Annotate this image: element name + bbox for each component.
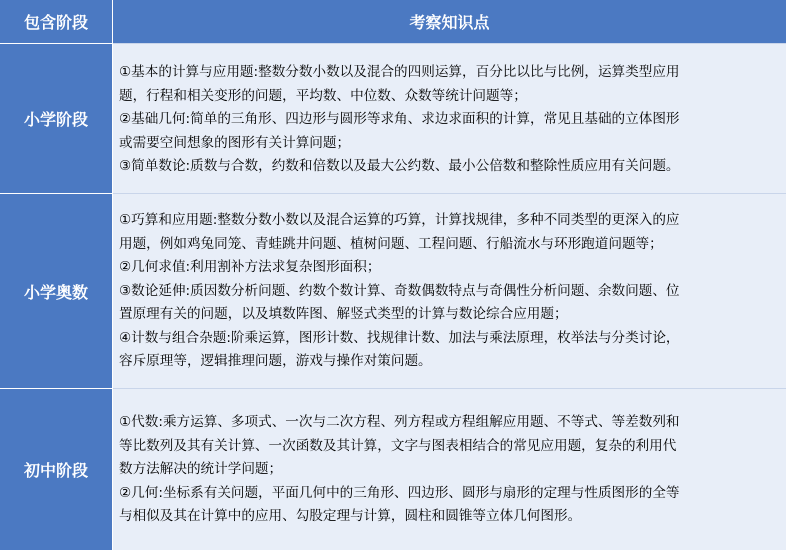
table-header-row bbox=[0, 0, 786, 43]
knowledge-cell bbox=[113, 43, 786, 193]
knowledge-text bbox=[119, 194, 774, 374]
text-line: ②基础几何:简单的三角形、四边形与圆形等求角、求边求面积的计算，常见且基础的立体图形 bbox=[119, 111, 680, 127]
text-line: 等比数列及其有关计算、一次函数及其计算，文字与图表相结合的常见应用题，复杂的利用代 bbox=[119, 437, 677, 454]
table-row bbox=[0, 193, 786, 388]
text-line: 置原理有关的问题，以及填数阵图、解竖式类型的计算与数论综合应用题； bbox=[119, 306, 568, 322]
text-line: ①代数:乘方运算、多项式、一次与二次方程、列方程或方程组解应用题、不等式、等差数列和 bbox=[119, 414, 680, 430]
text-line: ②几何求值:利用割补方法求复杂图形面积； bbox=[119, 259, 381, 275]
stage-label: 小学奥数 bbox=[0, 193, 113, 388]
text-line: ③数论延伸:质因数分析问题、约数个数计算、奇数偶数特点与奇偶性分析问题、余数问题、位 bbox=[119, 282, 680, 299]
text-line: 容斥原理等，逻辑推理问题，游戏与操作对策问题。 bbox=[119, 353, 432, 369]
text-line: 与相似及其在计算中的应用、勾股定理与计算，圆柱和圆锥等立体几何图形。 bbox=[119, 508, 582, 524]
header-knowledge: 考察知识点 bbox=[409, 13, 490, 32]
text-line: ①基本的计算与应用题:整数分数小数以及混合的四则运算，百分比以比与比例，运算类型应用 bbox=[119, 64, 680, 80]
knowledge-cell bbox=[113, 193, 786, 388]
stage-label: 初中阶段 bbox=[0, 388, 113, 550]
stage-label: 小学阶段 bbox=[0, 43, 113, 193]
text-line: 或需要空间想象的图形有关计算问题； bbox=[119, 134, 351, 151]
text-line: ③简单数论:质数与合数，约数和倍数以及最大公约数、最小公倍数和整除性质应用有关问题。 bbox=[119, 158, 680, 174]
table-row bbox=[0, 388, 786, 550]
text-line: 题，行程和相关变形的问题，平均数、中位数、众数等统计问题等； bbox=[119, 87, 527, 104]
table-row bbox=[0, 43, 786, 193]
text-line: 用题，例如鸡兔同笼、青蛙跳井问题、植树问题、工程问题、行船流水与环形跑道问题等； bbox=[119, 235, 663, 252]
text-line: ④计数与组合杂题:阶乘运算，图形计数、找规律计数、加法与乘法原理，枚举法与分类讨论， bbox=[119, 329, 680, 346]
knowledge-text bbox=[119, 389, 774, 529]
header-stage: 包含阶段 bbox=[0, 0, 113, 43]
knowledge-text bbox=[119, 44, 774, 179]
text-line: 数方法解决的统计学问题； bbox=[119, 461, 283, 477]
text-line: ②几何:坐标系有关问题，平面几何中的三角形、四边形、圆形与扇形的定理与性质图形的全等 bbox=[119, 484, 680, 501]
knowledge-cell bbox=[113, 388, 786, 550]
text-line: ①巧算和应用题:整数分数小数以及混合运算的巧算，计算找规律，多种不同类型的更深入的应 bbox=[119, 212, 680, 228]
